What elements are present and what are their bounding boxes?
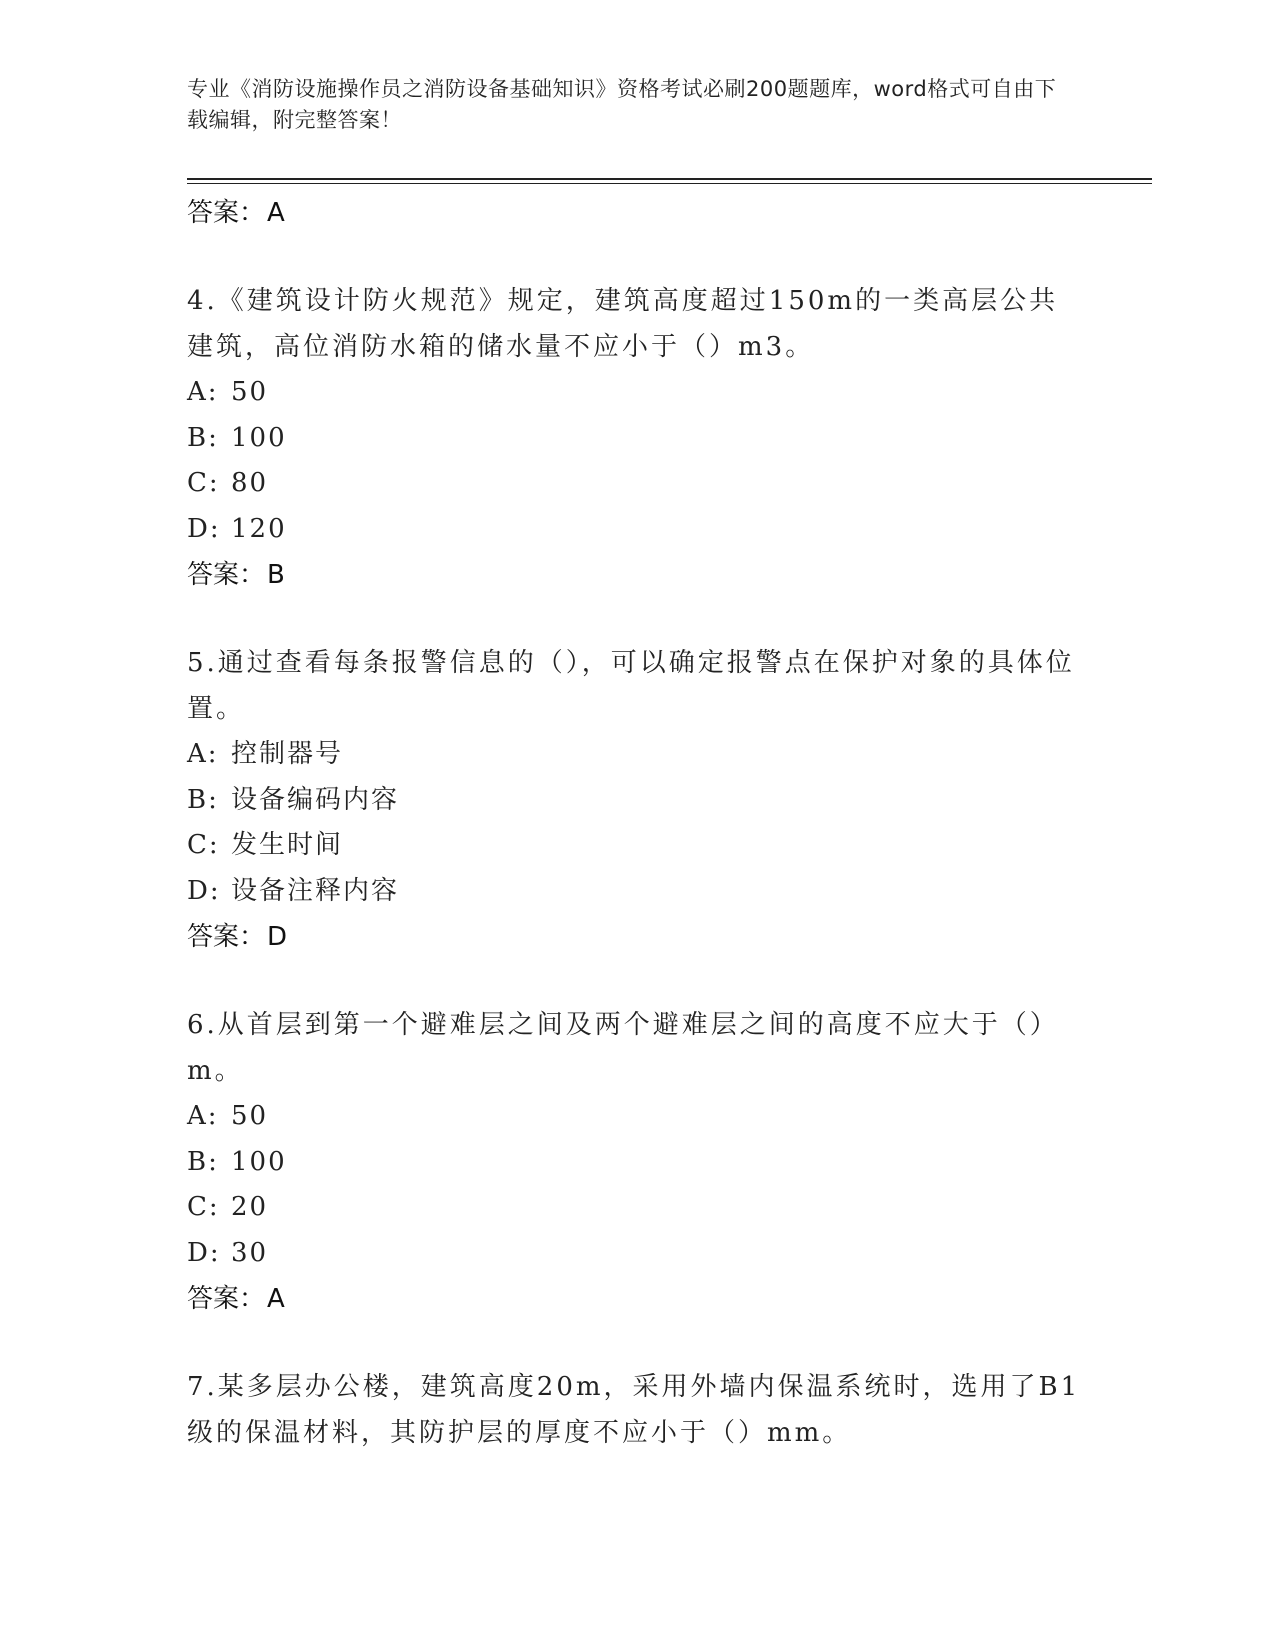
- question-item: [187, 1002, 1087, 1322]
- question-text: 6.从首层到第一个避难层之间及两个避难层之间的高度不应大于（）m。: [187, 1010, 1059, 1086]
- option-b: [187, 1140, 1087, 1186]
- option-c: [187, 461, 1087, 507]
- answer-label: 答案：: [187, 198, 266, 228]
- option-text: 控制器号: [231, 739, 344, 769]
- option-a: [187, 732, 1087, 778]
- option-letter: C:: [187, 468, 220, 498]
- option-text: 发生时间: [231, 830, 344, 860]
- option-d: [187, 869, 1087, 915]
- answer-line: [187, 552, 1087, 598]
- option-c: [187, 1185, 1087, 1231]
- option-text: 设备编码内容: [231, 784, 400, 815]
- option-text: 50: [231, 377, 269, 407]
- option-d: [187, 1231, 1087, 1277]
- question-item: [187, 1364, 1087, 1456]
- answer-value: B: [267, 560, 285, 590]
- header-text: 专业《消防设施操作员之消防设备基础知识》资格考试必刷200题题库，word格式可自由下载编辑，附完整答案！: [187, 77, 1057, 132]
- option-letter: A:: [187, 739, 219, 769]
- answer-label: 答案：: [187, 560, 266, 590]
- option-text: 设备注释内容: [231, 875, 400, 906]
- answer-line: [187, 1276, 1087, 1322]
- option-text: 80: [231, 468, 269, 498]
- option-b: [187, 778, 1087, 824]
- option-text: 120: [231, 513, 287, 544]
- document-header: [187, 74, 1067, 136]
- option-letter: C:: [187, 1192, 220, 1222]
- answer-value: D: [267, 922, 288, 952]
- question-text: 5.通过查看每条报警信息的（），可以确定报警点在保护对象的具体位置。: [187, 648, 1075, 724]
- question-item: [187, 278, 1087, 598]
- question-text: 7.某多层办公楼，建筑高度20m，采用外墙内保温系统时，选用了B1级的保温材料，其防护层的厚度不应小于（）mm。: [187, 1372, 1081, 1448]
- option-text: 30: [231, 1237, 269, 1268]
- answer-label: 答案：: [187, 1284, 266, 1314]
- answer-value: A: [267, 198, 285, 228]
- option-letter: D:: [187, 1237, 221, 1268]
- option-letter: B:: [187, 1146, 219, 1177]
- header-divider-thin: [187, 183, 1152, 184]
- option-text: 50: [231, 1101, 269, 1131]
- option-letter: C:: [187, 830, 220, 860]
- option-letter: B:: [187, 784, 219, 815]
- question-list: [187, 190, 1087, 1456]
- option-c: [187, 823, 1087, 869]
- option-a: [187, 370, 1087, 416]
- option-a: [187, 1094, 1087, 1140]
- option-d: [187, 507, 1087, 553]
- answer-value: A: [267, 1284, 285, 1314]
- option-letter: A:: [187, 1101, 219, 1131]
- option-text: 100: [231, 1146, 287, 1177]
- option-letter: D:: [187, 513, 221, 544]
- option-letter: B:: [187, 422, 219, 453]
- option-letter: A:: [187, 377, 219, 407]
- question-text: 4.《建筑设计防火规范》规定，建筑高度超过150m的一类高层公共建筑，高位消防水箱的储水量不应小于（）m3。: [187, 286, 1059, 362]
- question-item: [187, 640, 1087, 960]
- option-text: 20: [231, 1192, 269, 1222]
- answer-line: [187, 190, 1087, 236]
- answer-label: 答案：: [187, 922, 266, 952]
- option-text: 100: [231, 422, 287, 453]
- header-divider-thick: [187, 178, 1152, 180]
- option-b: [187, 416, 1087, 462]
- option-letter: D:: [187, 875, 221, 906]
- answer-line: [187, 914, 1087, 960]
